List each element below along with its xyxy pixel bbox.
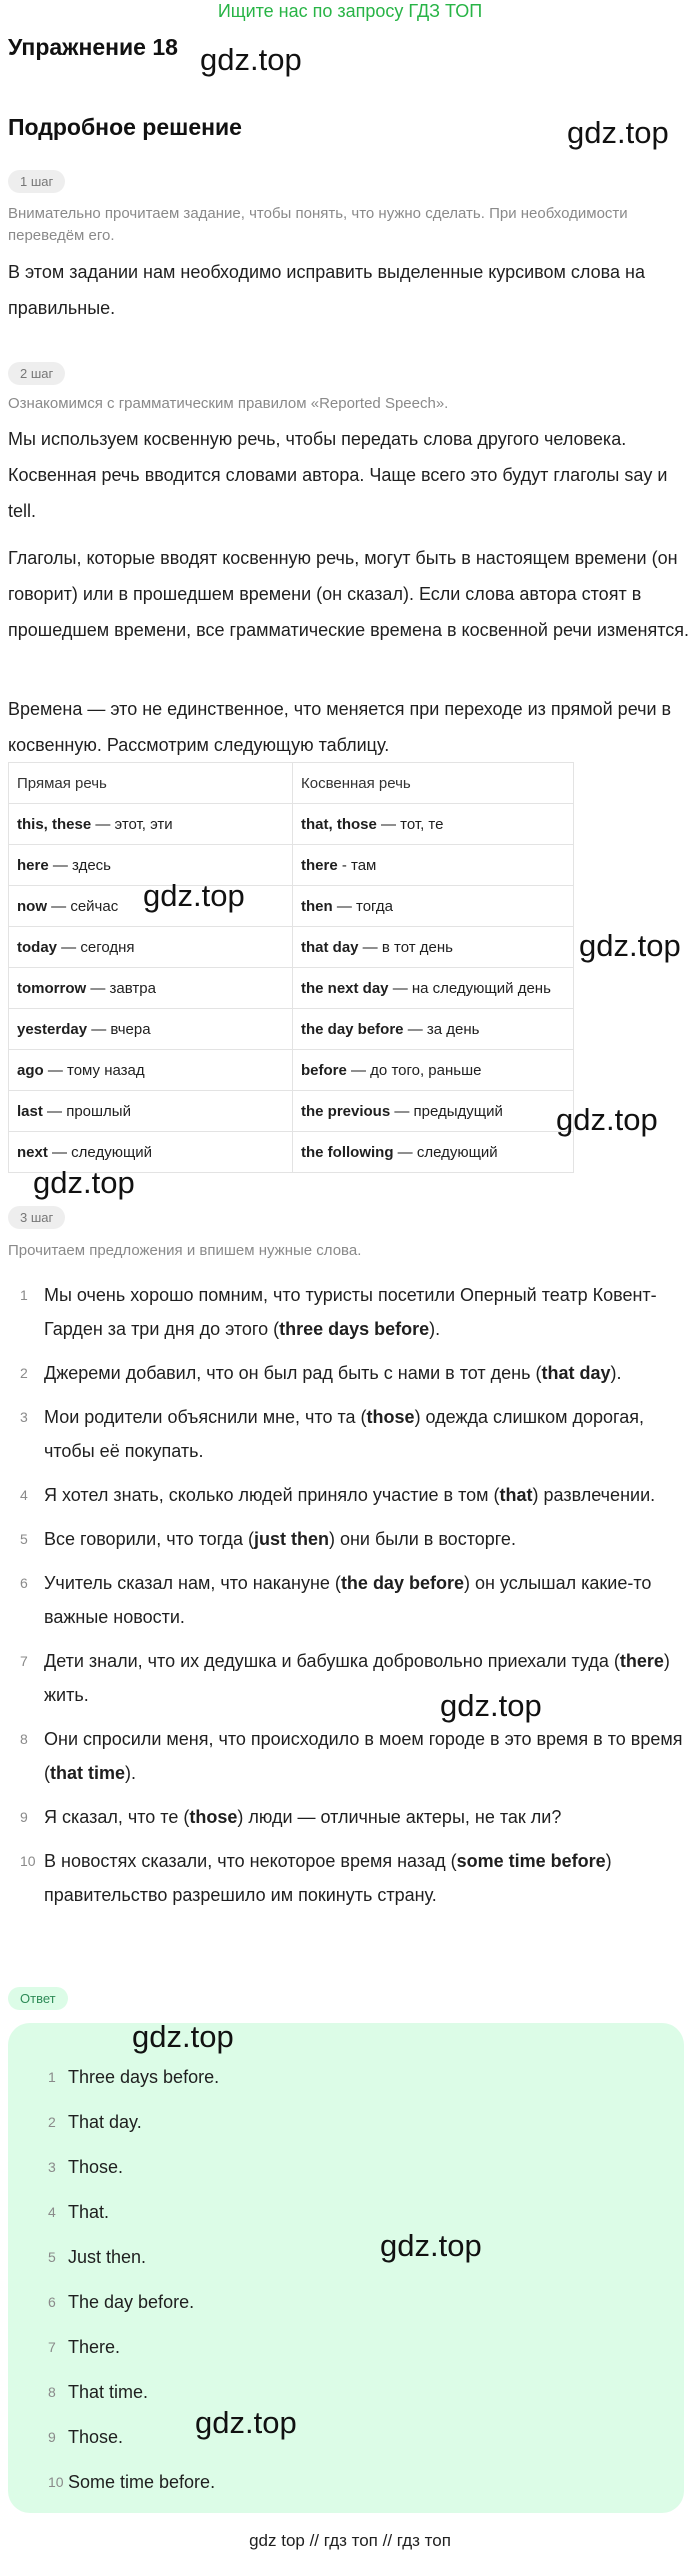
table-translation: — тот, те xyxy=(376,815,444,833)
list-item xyxy=(0,1722,692,1790)
answer-badge: Ответ xyxy=(8,1987,68,2010)
sentence-text: Я хотел знать, сколько людей приняло участие в том ( xyxy=(44,1485,500,1505)
table-row xyxy=(9,1050,574,1091)
answer-text: The day before. xyxy=(68,2292,195,2312)
answers-list xyxy=(8,2060,219,2510)
sentence-text: Джереми добавил, что он был рад быть с нами в тот день ( xyxy=(44,1363,542,1383)
answer-text: Those. xyxy=(68,2157,124,2177)
watermark: gdz.top xyxy=(200,42,302,77)
table-header-direct: Прямая речь xyxy=(9,763,293,804)
list-item xyxy=(0,1644,692,1712)
table-translation: — завтра xyxy=(86,979,156,997)
sentence-text: Учитель сказал нам, что накануне ( xyxy=(44,1573,341,1593)
table-cell-direct xyxy=(9,927,293,968)
table-row xyxy=(9,968,574,1009)
table-header-row xyxy=(9,763,574,804)
answer-number: 7 xyxy=(48,2339,56,2355)
table-translation: — следующий xyxy=(393,1143,498,1161)
table-row xyxy=(9,804,574,845)
table-term: then xyxy=(301,897,333,915)
sentence-text: ). xyxy=(610,1363,622,1383)
footer: gdz top // гдз топ // гдз топ xyxy=(249,2531,451,2550)
table-term: yesterday xyxy=(17,1020,88,1038)
table-translation: — следующий xyxy=(47,1143,153,1161)
table-term: that, those xyxy=(301,815,377,833)
table-cell-indirect xyxy=(293,1009,574,1050)
answer-item xyxy=(8,2240,219,2285)
sentence-text: ) они были в восторге. xyxy=(328,1529,516,1549)
sentence-number: 5 xyxy=(20,1531,28,1547)
table-term: the previous xyxy=(301,1102,391,1120)
answer-number: 8 xyxy=(48,2384,56,2400)
sentence-answer: some time before xyxy=(456,1851,606,1871)
answer-text: That day. xyxy=(68,2112,142,2132)
table-translation: — в тот день xyxy=(358,938,453,956)
table-cell-indirect xyxy=(293,886,574,927)
table-cell-indirect xyxy=(293,1132,574,1173)
sentence-answer: just then xyxy=(253,1529,329,1549)
answer-item xyxy=(8,2285,219,2330)
table-term: last xyxy=(17,1102,43,1120)
watermark: gdz.top xyxy=(33,1165,135,1200)
watermark: gdz.top xyxy=(567,115,669,150)
answer-text: That time. xyxy=(68,2382,149,2402)
sentence-number: 3 xyxy=(20,1409,28,1425)
table-translation: — сейчас xyxy=(47,897,119,915)
table-row xyxy=(9,1009,574,1050)
table-term: the next day xyxy=(301,979,389,997)
sentence-number: 7 xyxy=(20,1653,28,1669)
step-1-hint: Внимательно прочитаем задание, чтобы понять, что нужно сделать. При необходимости переведём его. xyxy=(8,205,628,244)
sentence-text: ) он услышал какие-то важные новости. xyxy=(44,1573,652,1627)
sentence-number: 2 xyxy=(20,1365,28,1381)
list-item xyxy=(0,1278,692,1346)
sentence-text: ) люди — отличные актеры, не так ли? xyxy=(237,1807,562,1827)
table-translation: — этот, эти xyxy=(91,815,173,833)
sentence-number: 10 xyxy=(20,1853,36,1869)
answer-item xyxy=(8,2195,219,2240)
table-term: there xyxy=(301,856,338,874)
list-item xyxy=(0,1478,692,1512)
answer-text: Three days before. xyxy=(68,2067,220,2087)
answer-number: 3 xyxy=(48,2159,56,2175)
table-translation: — тому назад xyxy=(43,1061,145,1079)
answer-item xyxy=(8,2330,219,2375)
watermark: gdz.top xyxy=(440,1688,542,1723)
reported-speech-table xyxy=(8,762,574,1173)
list-item xyxy=(0,1522,692,1556)
sentence-text: Я сказал, что те ( xyxy=(44,1807,190,1827)
answer-number: 9 xyxy=(48,2429,56,2445)
table-cell-indirect xyxy=(293,1091,574,1132)
sentence-text: ) одежда слишком дорогая, чтобы её покупать. xyxy=(44,1407,644,1461)
step-1-badge: 1 шаг xyxy=(8,170,65,193)
answer-item xyxy=(8,2105,219,2150)
sentence-text: ). xyxy=(429,1319,441,1339)
list-item xyxy=(0,1844,692,1912)
table-term: this, these xyxy=(17,815,92,833)
answer-number: 1 xyxy=(48,2069,56,2085)
sentence-number: 6 xyxy=(20,1575,28,1591)
sentence-text: Дети знали, что их дедушка и бабушка добровольно приехали туда ( xyxy=(44,1651,620,1671)
table-term: here xyxy=(17,856,49,874)
table-translation: — на следующий день xyxy=(388,979,551,997)
table-term: the day before xyxy=(301,1020,404,1038)
watermark: gdz.top xyxy=(380,2228,482,2263)
watermark: gdz.top xyxy=(556,1102,658,1137)
answer-item xyxy=(8,2150,219,2195)
sentence-number: 8 xyxy=(20,1731,28,1747)
table-cell-indirect xyxy=(293,927,574,968)
list-item xyxy=(0,1356,692,1390)
answer-item xyxy=(8,2060,219,2105)
answer-number: 5 xyxy=(48,2249,56,2265)
table-cell-direct xyxy=(9,1009,293,1050)
table-cell-indirect xyxy=(293,1050,574,1091)
table-term: ago xyxy=(17,1061,44,1079)
sentence-answer: there xyxy=(619,1651,664,1671)
sentence-text: Все говорили, что тогда ( xyxy=(44,1529,254,1549)
answer-text: Just then. xyxy=(68,2247,147,2267)
sentence-number: 9 xyxy=(20,1809,28,1825)
sentence-answer: that day xyxy=(541,1363,611,1383)
table-cell-indirect xyxy=(293,968,574,1009)
table-header-indirect: Косвенная речь xyxy=(293,763,574,804)
step-2-paragraph-3: Времена — это не единственное, что меняется при переходе из прямой речи в косвенную. Рассмотрим следующую таблицу. xyxy=(8,699,672,755)
answer-text: There. xyxy=(68,2337,121,2357)
table-cell-direct xyxy=(9,804,293,845)
table-cell-direct xyxy=(9,968,293,1009)
sentence-text: Они спросили меня, что происходило в моем городе в это время в то время ( xyxy=(44,1729,683,1783)
table-translation: — сегодня xyxy=(57,938,135,956)
watermark: gdz.top xyxy=(143,878,245,913)
table-term: before xyxy=(301,1061,347,1079)
search-banner: Ищите нас по запросу ГДЗ ТОП xyxy=(217,1,483,21)
answer-number: 4 xyxy=(48,2204,56,2220)
answer-item xyxy=(8,2375,219,2420)
watermark: gdz.top xyxy=(195,2405,297,2440)
list-item xyxy=(0,1800,692,1834)
table-term: that day xyxy=(301,938,359,956)
table-translation: — за день xyxy=(403,1020,480,1038)
sentence-answer: that xyxy=(499,1485,533,1505)
sentence-answer: those xyxy=(366,1407,415,1427)
sentence-text: ) правительство разрешило им покинуть страну. xyxy=(44,1851,612,1905)
sentence-number: 1 xyxy=(20,1287,28,1303)
sentence-text: ) жить. xyxy=(44,1651,670,1705)
table-cell-direct xyxy=(9,1091,293,1132)
sentence-text: ). xyxy=(125,1763,137,1783)
answer-number: 6 xyxy=(48,2294,56,2310)
table-translation: — предыдущий xyxy=(390,1102,503,1120)
watermark: gdz.top xyxy=(579,928,681,963)
step-2-badge: 2 шаг xyxy=(8,362,65,385)
step-2-paragraph-2: Глаголы, которые вводят косвенную речь, могут быть в настоящем времени (он говорит) или в прошедшем времени (он сказал). Если слова автора стоят в прошедшем времени, все грамматические времена в косвенной речи изменятся. xyxy=(8,548,689,640)
table-term: today xyxy=(17,938,58,956)
step-3-hint: Прочитаем предложения и впишем нужные слова. xyxy=(8,1242,362,1259)
table-term: next xyxy=(17,1143,48,1161)
table-cell-indirect xyxy=(293,845,574,886)
sentences-list xyxy=(0,1278,692,1922)
table-row xyxy=(9,886,574,927)
table-term: tomorrow xyxy=(17,979,87,997)
answer-item xyxy=(8,2465,219,2510)
list-item xyxy=(0,1400,692,1468)
sentence-answer: the day before xyxy=(340,1573,464,1593)
table-translation: — прошлый xyxy=(42,1102,131,1120)
table-translation: - там xyxy=(337,856,377,874)
table-term: the following xyxy=(301,1143,394,1161)
answer-text: That. xyxy=(68,2202,110,2222)
watermark: gdz.top xyxy=(132,2019,234,2054)
table-row xyxy=(9,927,574,968)
table-cell-direct xyxy=(9,1050,293,1091)
table-translation: — тогда xyxy=(332,897,393,915)
answer-number: 2 xyxy=(48,2114,56,2130)
sentence-text: Мы очень хорошо помним, что туристы посетили Оперный театр Ковент-Гарден за три дня до этого ( xyxy=(44,1285,657,1339)
step-2-hint: Ознакомимся с грамматическим правилом «Reported Speech». xyxy=(8,395,449,412)
sentence-text: В новостях сказали, что некоторое время назад ( xyxy=(44,1851,457,1871)
step-1-text: В этом задании нам необходимо исправить выделенные курсивом слова на правильные. xyxy=(8,262,645,318)
table-cell-indirect xyxy=(293,804,574,845)
exercise-title: Упражнение 18 xyxy=(8,34,178,60)
sentence-answer: those xyxy=(189,1807,238,1827)
answer-number: 10 xyxy=(48,2474,64,2490)
table-translation: — вчера xyxy=(87,1020,151,1038)
table-translation: — здесь xyxy=(48,856,111,874)
list-item xyxy=(0,1566,692,1634)
table-translation: — до того, раньше xyxy=(346,1061,482,1079)
table-row xyxy=(9,1091,574,1132)
sentence-answer: that time xyxy=(50,1763,126,1783)
sentence-answer: three days before xyxy=(279,1319,430,1339)
answer-text: Some time before. xyxy=(68,2472,216,2492)
step-3-badge: 3 шаг xyxy=(8,1206,65,1229)
solution-heading: Подробное решение xyxy=(8,114,242,140)
sentence-text: Мои родители объяснили мне, что та ( xyxy=(44,1407,367,1427)
table-row xyxy=(9,845,574,886)
sentence-text: ) развлечении. xyxy=(532,1485,656,1505)
sentence-number: 4 xyxy=(20,1487,28,1503)
step-2-paragraph-1: Мы используем косвенную речь, чтобы передать слова другого человека. Косвенная речь вводится словами автора. Чаще всего это будут глаголы say и tell. xyxy=(8,429,668,521)
answer-item xyxy=(8,2420,219,2465)
answer-text: Those. xyxy=(68,2427,124,2447)
table-term: now xyxy=(17,897,47,915)
